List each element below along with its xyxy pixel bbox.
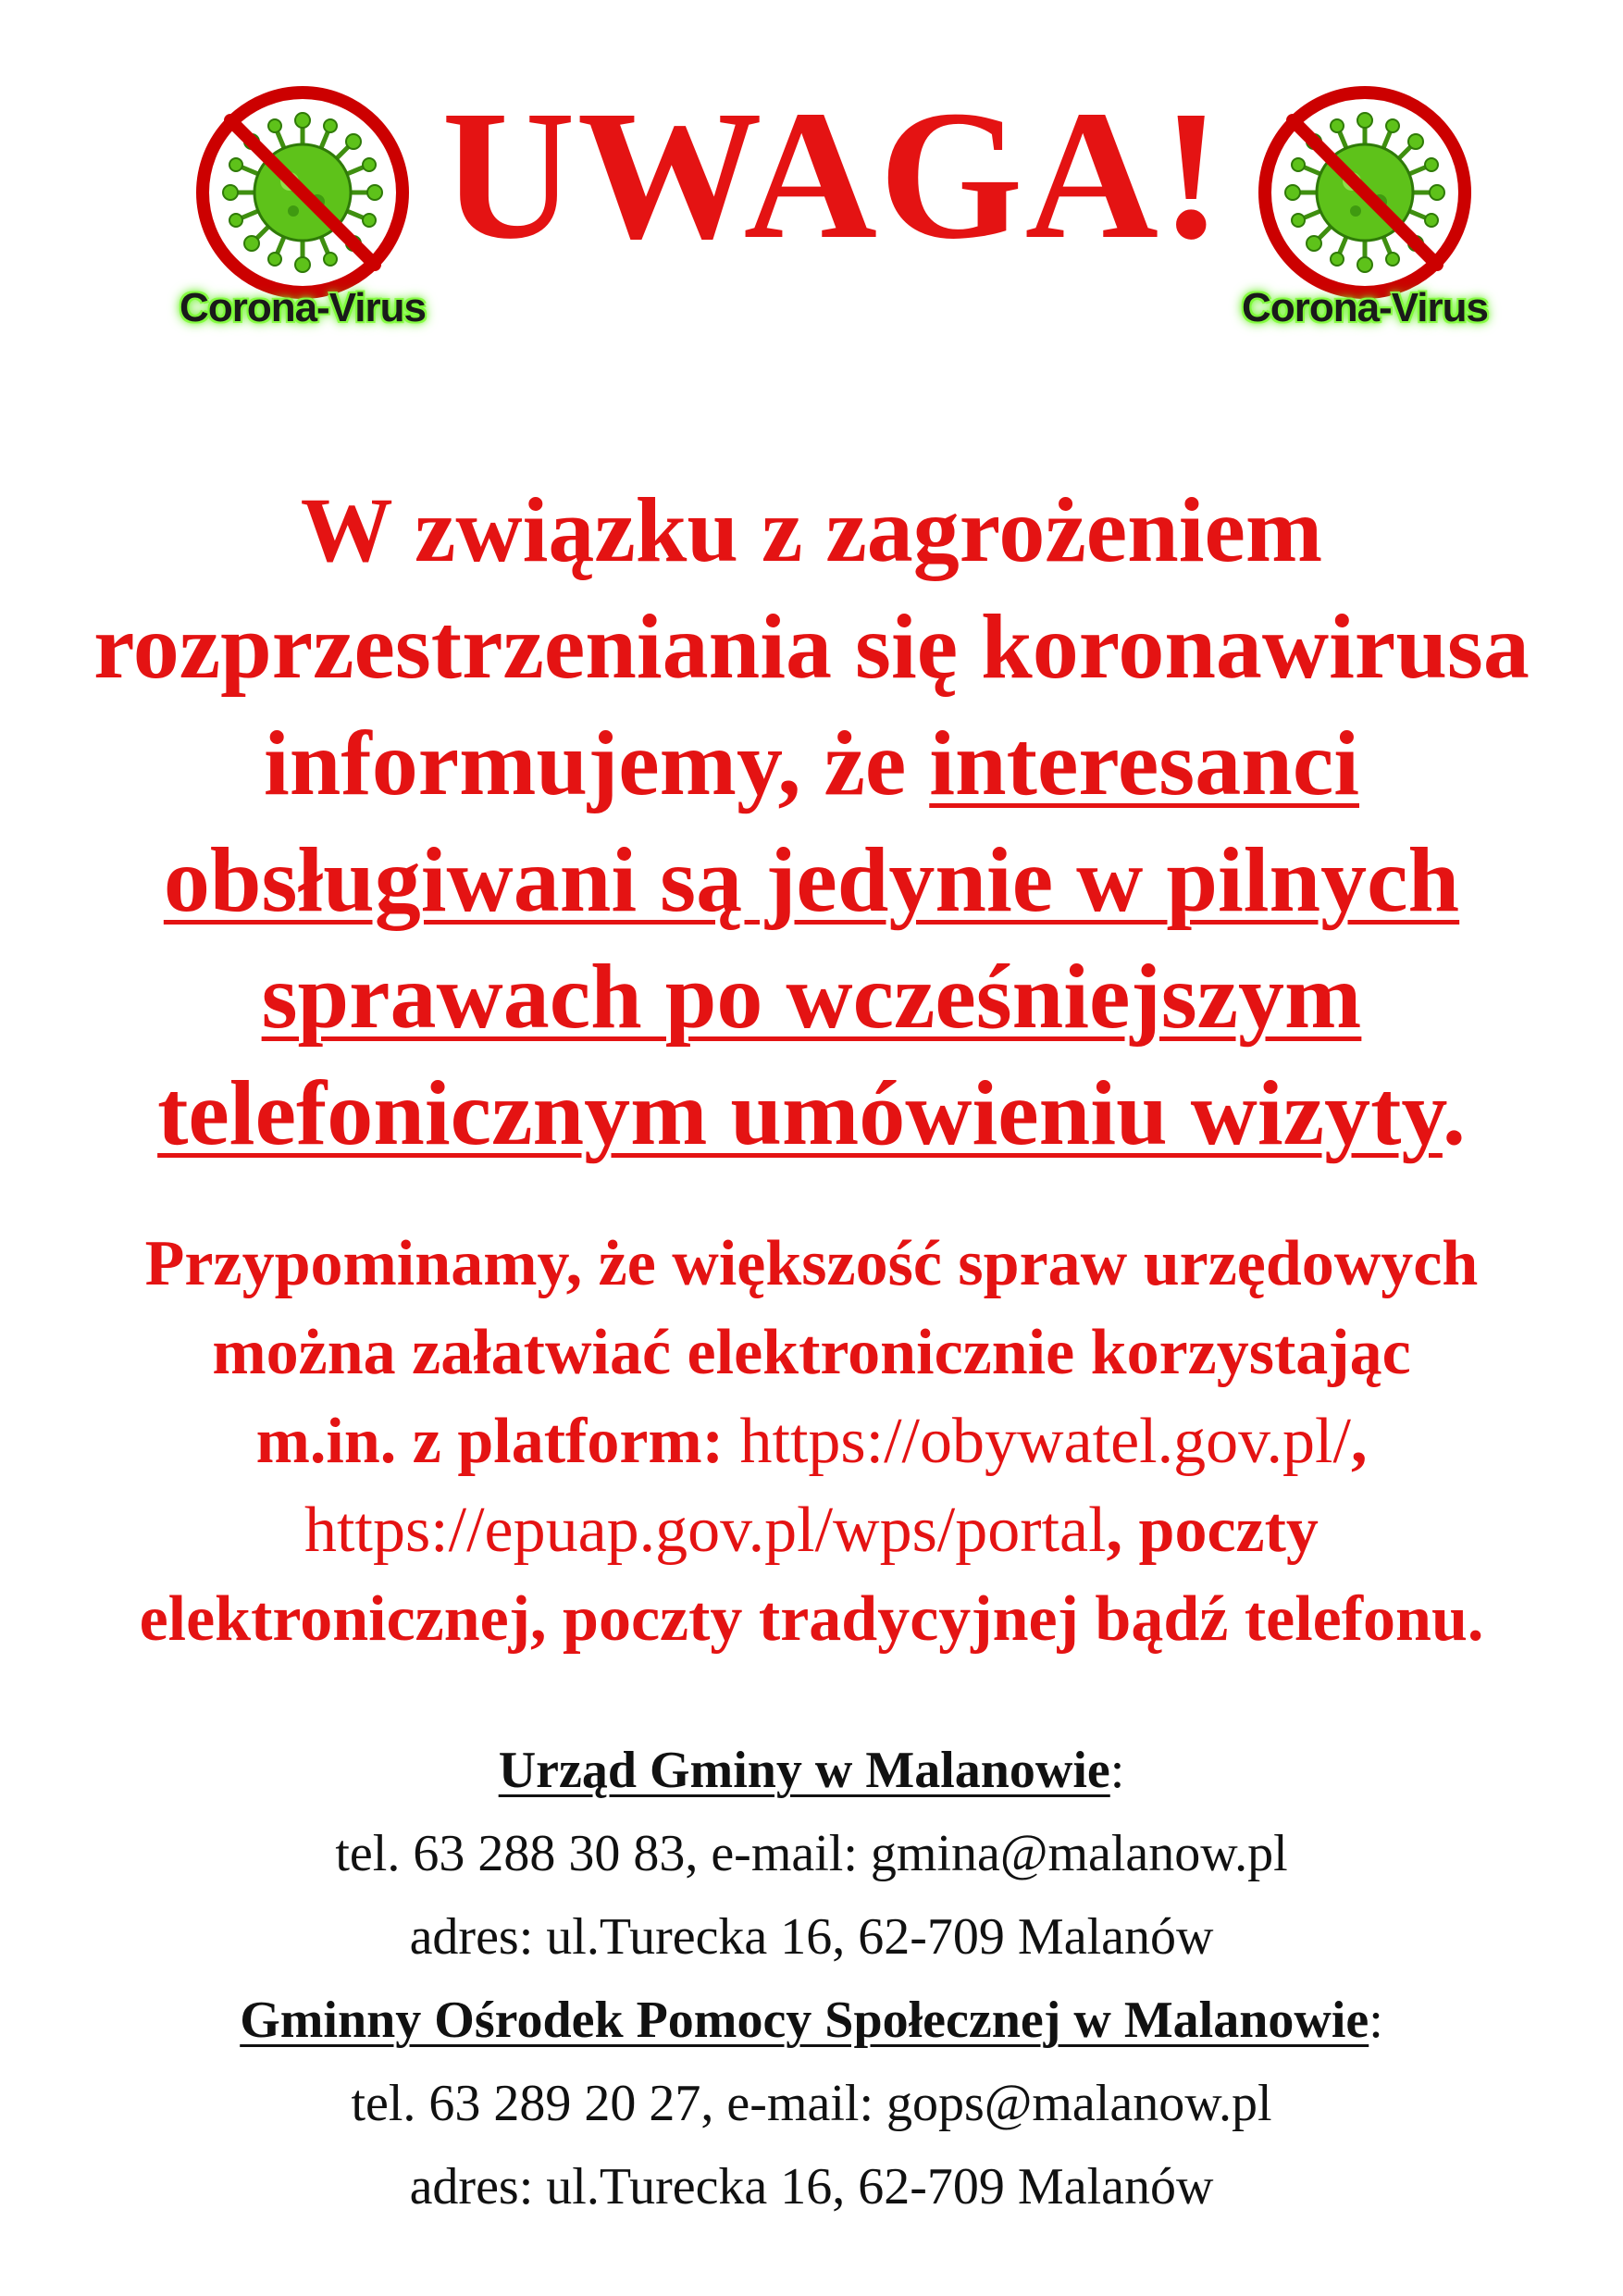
main-notice (56, 472, 1567, 1172)
office-name: Urząd Gminy w Malanowie (498, 1742, 1110, 1799)
notice-emphasis: telefonicznym umówieniu wizyty (157, 1061, 1443, 1164)
reminder-paragraph (56, 1220, 1567, 1664)
epuap-link[interactable]: https://epuap.gov.pl/wps/portal (304, 1495, 1107, 1566)
reminder-line: elektronicznej, poczty tradycyjnej bądź telefonu. (139, 1583, 1484, 1655)
notice-line (56, 938, 1567, 1055)
logo-label: Corona-Virus (1242, 285, 1488, 330)
office-heading (56, 1729, 1567, 1812)
office-colon: : (1369, 1992, 1383, 2049)
no-coronavirus-icon (1231, 83, 1499, 305)
office-address: adres: ul.Turecka 16, 62-709 Malanów (409, 1908, 1214, 1966)
reminder-text: , (1350, 1406, 1368, 1477)
office-phone-email: tel. 63 289 20 27, e-mail: gops@malanow.pl (351, 2075, 1272, 2132)
no-coronavirus-icon (168, 83, 437, 305)
obywatel-link[interactable]: https://obywatel.gov.pl/ (739, 1406, 1351, 1477)
office-name: Gminny Ośrodek Pomocy Społecznej w Malanowie (240, 1992, 1369, 2049)
office-phone-email: tel. 63 288 30 83, e-mail: gmina@malanow.pl (335, 1825, 1288, 1882)
office-heading (56, 1979, 1567, 2062)
office-address: adres: ul.Turecka 16, 62-709 Malanów (409, 2158, 1214, 2215)
reminder-text: m.in. z platform: (255, 1406, 740, 1477)
reminder-text: , poczty (1106, 1495, 1319, 1566)
notice-emphasis: obsługiwani są jedynie w pilnych (163, 828, 1460, 931)
notice-line (56, 705, 1567, 822)
notice-text: informujemy, że (264, 712, 930, 814)
corona-virus-logo-left (168, 83, 437, 361)
reminder-line: można załatwiać elektronicznie korzystając (212, 1317, 1411, 1388)
corona-virus-logo-right (1231, 83, 1499, 361)
logo-label: Corona-Virus (180, 285, 426, 330)
notice-emphasis: interesanci (929, 712, 1359, 814)
reminder-line (56, 1397, 1567, 1486)
office-colon: : (1109, 1742, 1125, 1799)
reminder-line (56, 1486, 1567, 1575)
page-title: UWAGA! (441, 73, 1224, 278)
notice-line: rozprzestrzeniania się koronawirusa (93, 595, 1530, 698)
reminder-line: Przypominamy, że większość spraw urzędowych (144, 1228, 1479, 1299)
notice-line (56, 822, 1567, 938)
contact-section (56, 1729, 1567, 2228)
notice-line: W związku z zagrożeniem (300, 478, 1323, 581)
notice-line (56, 1055, 1567, 1172)
notice-emphasis: sprawach po wcześniejszym (261, 945, 1362, 1048)
notice-text: . (1442, 1061, 1466, 1164)
